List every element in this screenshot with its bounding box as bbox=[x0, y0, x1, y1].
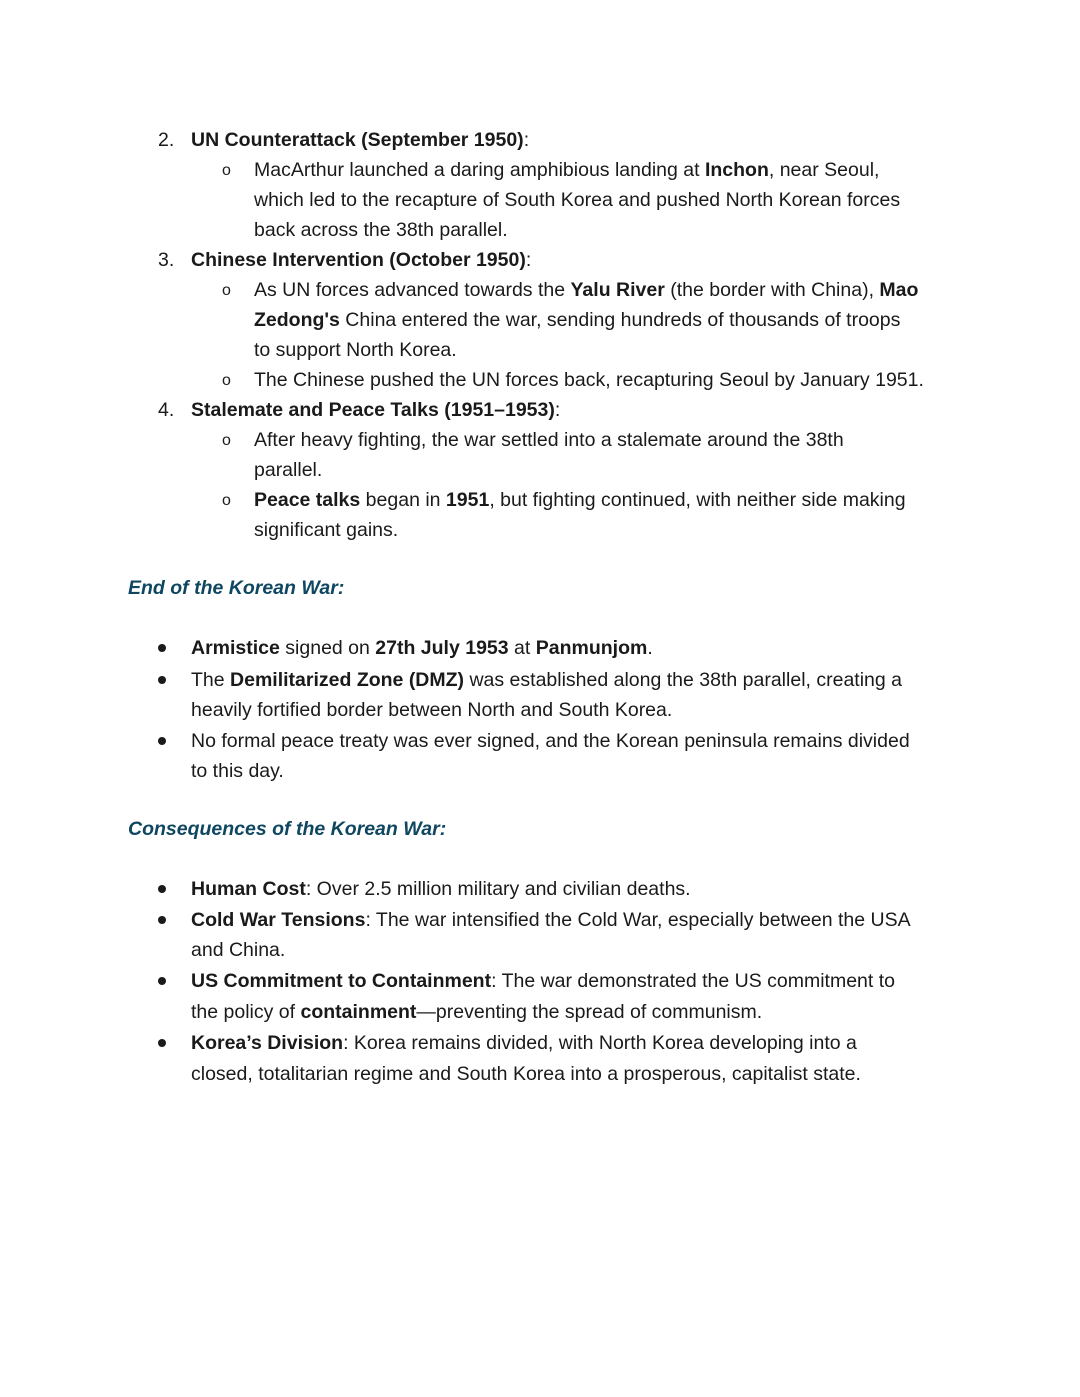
section-heading-consequences: Consequences of the Korean War: bbox=[128, 818, 447, 840]
bullet-dot bbox=[158, 676, 166, 684]
text-run: signed on bbox=[279, 637, 376, 659]
text-run: at bbox=[508, 637, 536, 659]
text-run: parallel. bbox=[254, 459, 323, 481]
text-run: The Chinese pushed the UN forces back, recapturing Seoul by January 1951. bbox=[254, 369, 924, 391]
section-heading-end-of-war: End of the Korean War: bbox=[128, 577, 345, 599]
text-line bbox=[191, 1059, 861, 1089]
bold-run: 27th July 1953 bbox=[375, 637, 509, 659]
text-line bbox=[254, 215, 508, 245]
bold-run: 1951 bbox=[445, 489, 490, 511]
bold-run: Peace talks bbox=[254, 489, 361, 511]
text-run: , near Seoul, bbox=[768, 159, 880, 181]
text-run: . bbox=[647, 637, 653, 659]
text-run: MacArthur launched a daring amphibious landing at bbox=[254, 159, 705, 181]
bullet-dot bbox=[158, 644, 166, 652]
text-line bbox=[191, 905, 911, 935]
sub-bullet-marker: o bbox=[222, 432, 231, 449]
text-run: —preventing the spread of communism. bbox=[416, 1001, 763, 1023]
text-line bbox=[254, 425, 844, 455]
text-run: As UN forces advanced towards the bbox=[254, 279, 571, 301]
text-run: to this day. bbox=[191, 760, 284, 782]
text-line bbox=[191, 633, 653, 663]
text-run: significant gains. bbox=[254, 519, 399, 541]
bold-run: Yalu River bbox=[570, 279, 665, 301]
bold-run: Zedong's bbox=[254, 309, 340, 331]
text-line bbox=[254, 485, 906, 515]
text-run: , but fighting continued, with neither side making bbox=[489, 489, 906, 511]
text-run: and China. bbox=[191, 939, 286, 961]
sub-bullet-marker: o bbox=[222, 372, 231, 389]
bullet-dot bbox=[158, 737, 166, 745]
text-line bbox=[191, 695, 672, 725]
text-run: closed, totalitarian regime and South Korea into a prosperous, capitalist state. bbox=[191, 1063, 861, 1085]
text-run: which led to the recapture of South Korea and pushed North Korean forces bbox=[254, 189, 901, 211]
text-line bbox=[191, 997, 762, 1027]
text-run: : Over 2.5 million military and civilian deaths. bbox=[305, 878, 691, 900]
bullet-dot bbox=[158, 1039, 166, 1047]
text-line bbox=[254, 185, 900, 215]
text-line bbox=[191, 935, 285, 965]
text-line bbox=[254, 305, 900, 335]
text-run: was established along the 38th parallel, creating a bbox=[464, 669, 902, 691]
text-line bbox=[254, 515, 398, 545]
text-run: began in bbox=[360, 489, 446, 511]
item-title: UN Counterattack (September 1950): bbox=[191, 129, 530, 151]
bold-run: US Commitment to Containment bbox=[191, 970, 492, 992]
bold-run: Demilitarized Zone (DMZ) bbox=[230, 669, 465, 691]
text-line bbox=[254, 155, 879, 185]
text-run: the policy of bbox=[191, 1001, 301, 1023]
text-run: (the border with China), bbox=[664, 279, 880, 301]
bold-run: Armistice bbox=[191, 637, 280, 659]
text-run: The bbox=[191, 669, 231, 691]
text-line bbox=[191, 756, 284, 786]
sub-bullet-marker: o bbox=[222, 492, 231, 509]
text-line bbox=[191, 726, 910, 756]
sub-bullet-marker: o bbox=[222, 162, 231, 179]
bold-run: Mao bbox=[879, 279, 919, 301]
text-run: : The war intensified the Cold War, especially between the USA bbox=[365, 909, 911, 931]
bullet-dot bbox=[158, 885, 166, 893]
item-number: 4. bbox=[158, 399, 175, 421]
item-number: 2. bbox=[158, 129, 175, 151]
text-run: to support North Korea. bbox=[254, 339, 457, 361]
bold-run: Panmunjom bbox=[535, 637, 648, 659]
text-line bbox=[254, 335, 457, 365]
text-line bbox=[191, 665, 902, 695]
text-run: After heavy fighting, the war settled into a stalemate around the 38th bbox=[254, 429, 844, 451]
bullet-dot bbox=[158, 916, 166, 924]
bold-run: Korea’s Division bbox=[191, 1032, 344, 1054]
bold-run: Inchon bbox=[704, 159, 769, 181]
text-run: : The war demonstrated the US commitment to bbox=[491, 970, 895, 992]
bold-run: containment bbox=[300, 1001, 417, 1023]
bold-run: Cold War Tensions bbox=[191, 909, 366, 931]
text-run: : Korea remains divided, with North Korea developing into a bbox=[343, 1032, 857, 1054]
text-line bbox=[191, 874, 691, 904]
text-line bbox=[254, 275, 918, 305]
text-run: No formal peace treaty was ever signed, and the Korean peninsula remains divided bbox=[191, 730, 910, 752]
item-number: 3. bbox=[158, 249, 175, 271]
text-line bbox=[191, 966, 895, 996]
item-title: Chinese Intervention (October 1950): bbox=[191, 249, 532, 271]
text-line bbox=[191, 1028, 857, 1058]
bold-run: Human Cost bbox=[191, 878, 306, 900]
text-run: back across the 38th parallel. bbox=[254, 219, 508, 241]
text-run: heavily fortified border between North and South Korea. bbox=[191, 699, 673, 721]
text-line bbox=[254, 365, 924, 395]
item-title: Stalemate and Peace Talks (1951–1953): bbox=[191, 399, 561, 421]
text-run: China entered the war, sending hundreds of thousands of troops bbox=[339, 309, 901, 331]
bullet-dot bbox=[158, 977, 166, 985]
text-line bbox=[254, 455, 322, 485]
sub-bullet-marker: o bbox=[222, 282, 231, 299]
